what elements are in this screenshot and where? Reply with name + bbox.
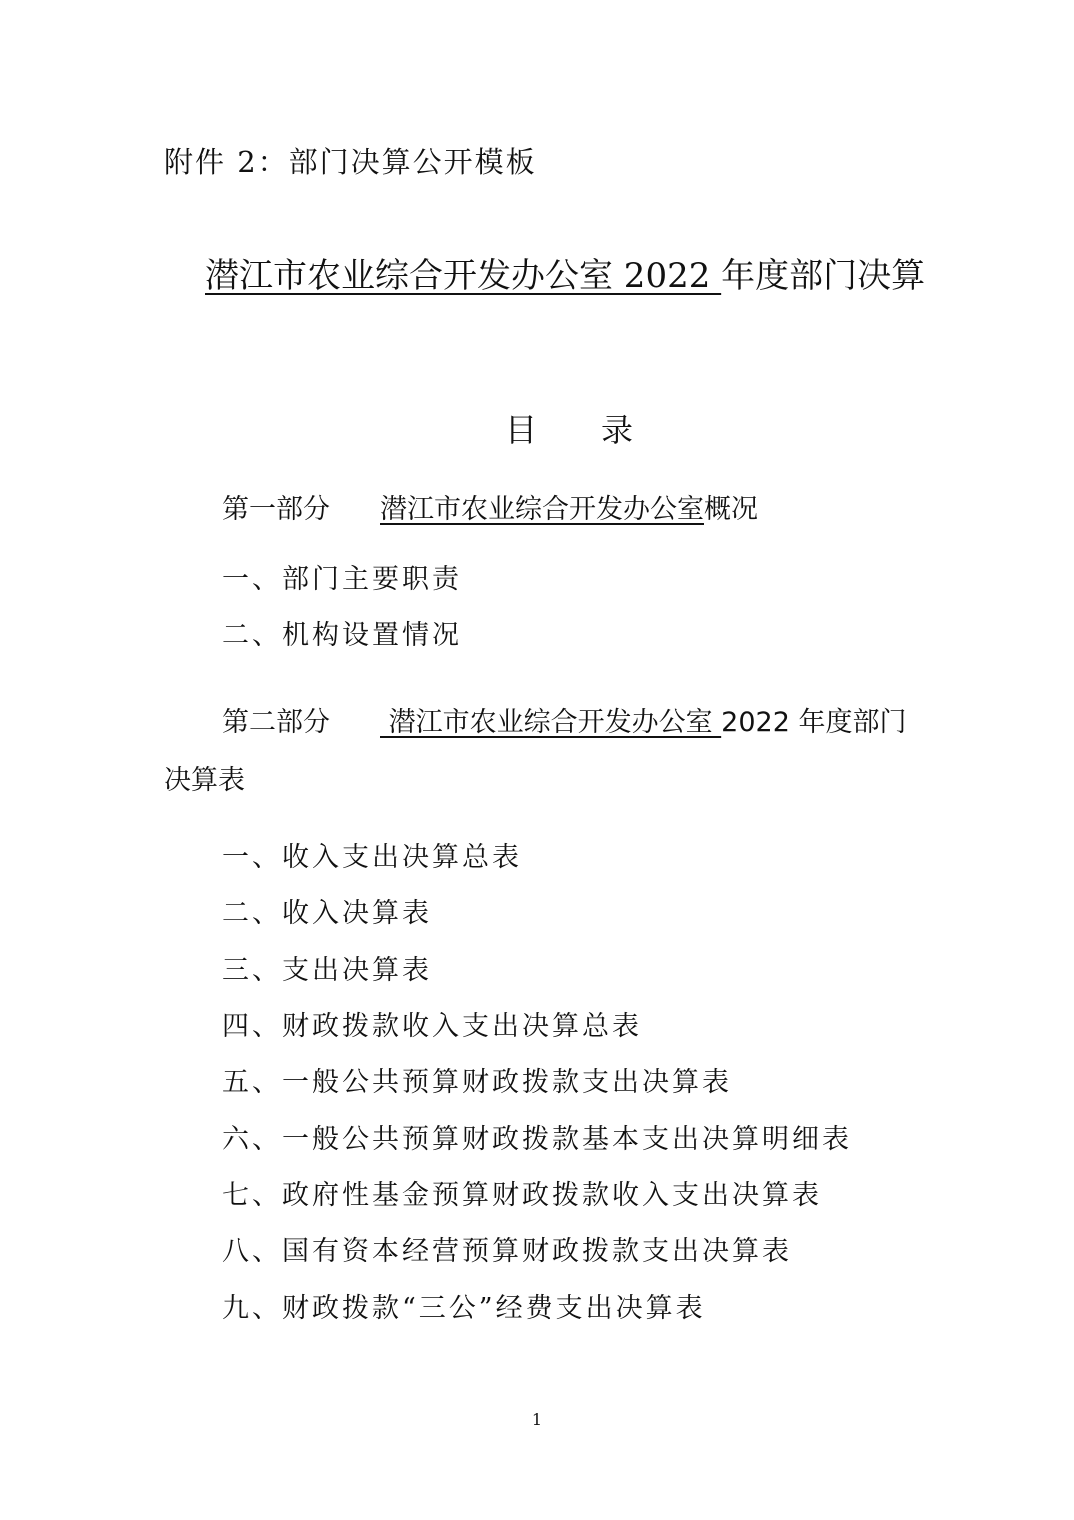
document-title bbox=[205, 248, 925, 297]
part-2-label: 第二部分 bbox=[222, 707, 330, 738]
toc-heading-left: 目 bbox=[505, 411, 538, 449]
title-org-name: 潜江市农业综合开发办公室 2022 bbox=[205, 256, 722, 296]
part-1-suffix: 概况 bbox=[704, 494, 758, 525]
toc-item: 二、机构设置情况 bbox=[222, 620, 462, 651]
toc-heading-right: 录 bbox=[601, 411, 634, 449]
toc-heading bbox=[505, 405, 633, 451]
toc-item: 一、收入支出决算总表 bbox=[222, 842, 522, 873]
part-1-org-name: 潜江市农业综合开发办公室 bbox=[380, 494, 704, 525]
toc-part-1 bbox=[222, 487, 758, 526]
part-1-label: 第一部分 bbox=[222, 494, 330, 525]
toc-item: 四、财政拨款收入支出决算总表 bbox=[222, 1011, 642, 1042]
part-2-suffix: 2022 年度部门 bbox=[721, 707, 907, 738]
toc-item: 三、支出决算表 bbox=[222, 955, 432, 986]
toc-item: 五、一般公共预算财政拨款支出决算表 bbox=[222, 1067, 732, 1098]
toc-part-2 bbox=[222, 700, 906, 739]
toc-part-2-continued: 决算表 bbox=[164, 765, 245, 796]
part-2-org-name: 潜江市农业综合开发办公室 bbox=[380, 707, 722, 738]
attachment-label: 附件 2：部门决算公开模板 bbox=[164, 145, 537, 179]
toc-item: 二、收入决算表 bbox=[222, 898, 432, 929]
toc-item: 七、政府性基金预算财政拨款收入支出决算表 bbox=[222, 1180, 822, 1211]
page-number: 1 bbox=[531, 1410, 543, 1429]
toc-item: 一、部门主要职责 bbox=[222, 564, 462, 595]
toc-item: 九、财政拨款“三公”经费支出决算表 bbox=[222, 1293, 706, 1324]
title-suffix: 年度部门决算 bbox=[721, 256, 926, 296]
toc-item: 八、国有资本经营预算财政拨款支出决算表 bbox=[222, 1236, 792, 1267]
toc-item: 六、一般公共预算财政拨款基本支出决算明细表 bbox=[222, 1124, 852, 1155]
